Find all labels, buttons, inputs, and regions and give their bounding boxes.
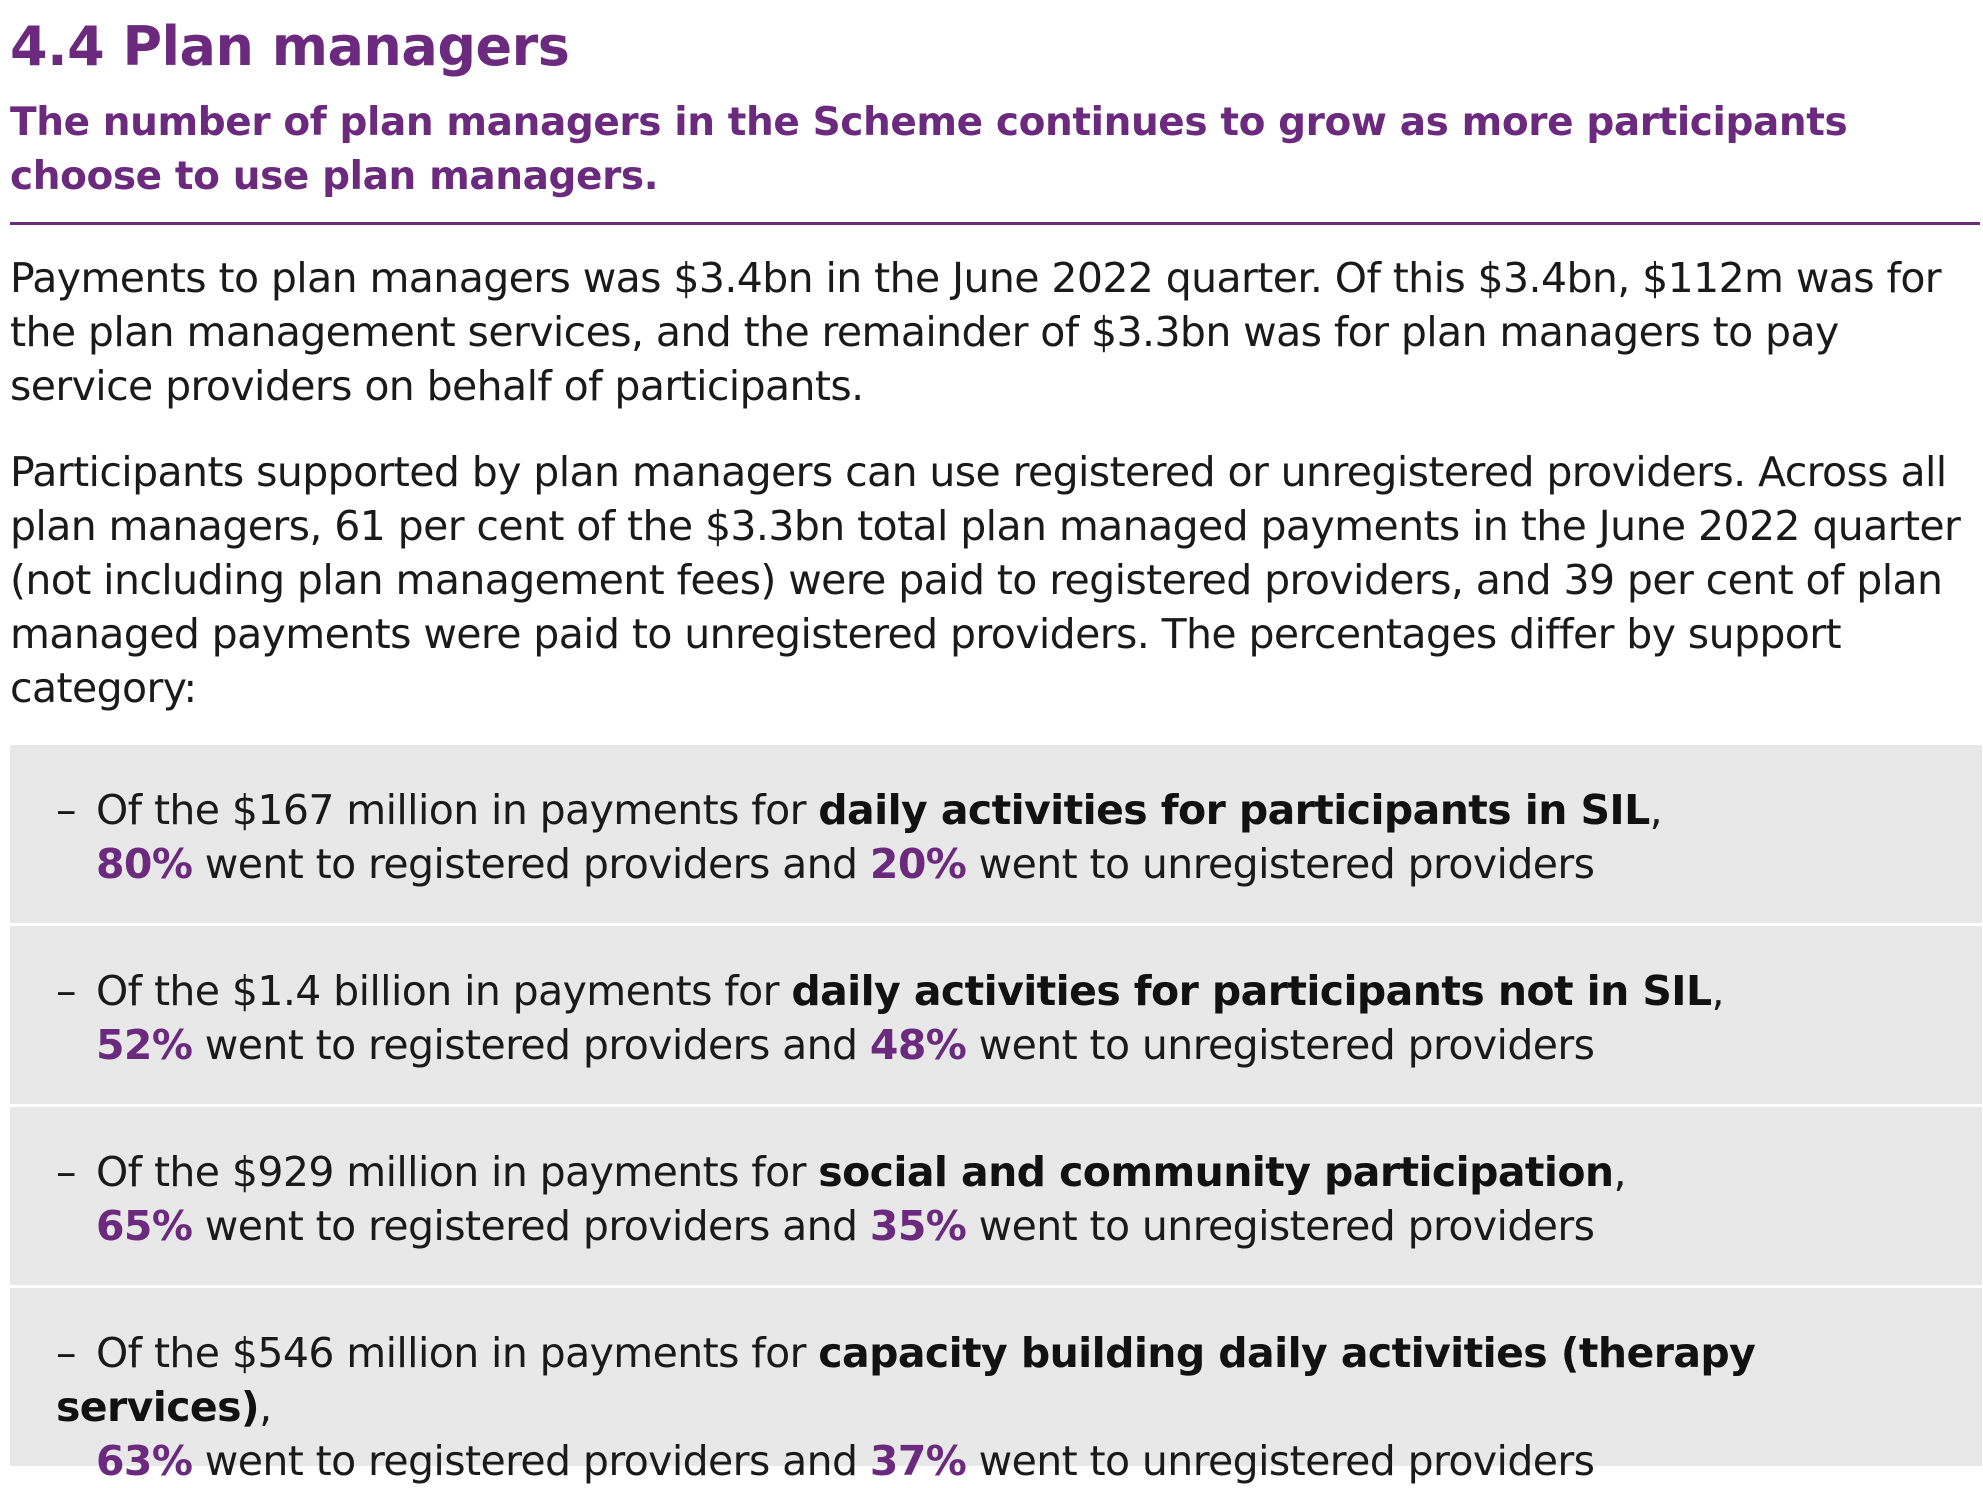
paragraph-providers: Participants supported by plan managers can use registered or unregistered providers. Across all plan managers, 61 per cent of the $3.3bn total plan managed payments in the June 2022 quarter (not including plan management fees) were paid to registered providers, and 39 per cent of plan managed payments were paid to unregistered providers. The percentages differ by support category: (10, 448, 1961, 712)
unregistered-percent: 48% (869, 1021, 967, 1069)
bullet-split-line (56, 1434, 1982, 1488)
support-category: social and community participation (818, 1148, 1614, 1196)
lead-statement: The number of plan managers in the Scheme continues to grow as more participants choose to use plan managers. (10, 96, 1980, 225)
list-item-social-community (10, 1107, 1982, 1285)
paragraph-payments: Payments to plan managers was $3.4bn in the June 2022 quarter. Of this $3.4bn, $112m was for the plan management services, and the remainder of $3.3bn was for plan managers to pay service providers on behalf of participants. (10, 254, 1942, 410)
bullet-suffix: went to unregistered providers (966, 840, 1595, 888)
bullet-comma: , (1613, 1148, 1626, 1196)
bullet-prefix: Of the $167 million in payments for (96, 786, 819, 834)
list-item-not-sil (10, 926, 1982, 1104)
bullet-middle: went to registered providers and (192, 840, 870, 888)
bullet-suffix: went to unregistered providers (966, 1202, 1595, 1250)
bullet-split-line (56, 1199, 1982, 1253)
unregistered-percent: 35% (869, 1202, 967, 1250)
registered-percent: 63% (96, 1437, 193, 1485)
bullet-split-line (56, 1018, 1982, 1072)
bullet-middle: went to registered providers and (192, 1021, 870, 1069)
registered-percent: 65% (96, 1202, 193, 1250)
section-title: 4.4 Plan managers (10, 15, 570, 78)
bullet-prefix: Of the $546 million in payments for (96, 1329, 819, 1377)
bullet-comma: , (1649, 786, 1663, 834)
unregistered-percent: 20% (869, 840, 967, 888)
list-item-sil (10, 745, 1982, 923)
bullet-split-line (56, 837, 1982, 891)
dash-marker: – (56, 967, 76, 1015)
bullet-prefix: Of the $1.4 billion in payments for (96, 967, 792, 1015)
bullet-prefix: Of the $929 million in payments for (96, 1148, 819, 1196)
bullet-suffix: went to unregistered providers (966, 1021, 1595, 1069)
support-category: daily activities for participants in SIL (818, 786, 1650, 834)
dash-marker: – (56, 786, 76, 834)
registered-percent: 80% (96, 840, 193, 888)
bullet-middle: went to registered providers and (192, 1202, 870, 1250)
dash-marker: – (56, 1148, 76, 1196)
bullet-middle: went to registered providers and (192, 1437, 870, 1485)
bullet-comma: , (1711, 967, 1724, 1015)
bullet-suffix: went to unregistered providers (966, 1437, 1595, 1485)
dash-marker: – (56, 1329, 76, 1377)
category-breakdown-list (10, 745, 1982, 1485)
support-category: daily activities for participants not in SIL (791, 967, 1712, 1015)
bullet-comma: , (259, 1383, 272, 1431)
support-category: capacity building daily activities (therapy services) (56, 1329, 1756, 1431)
unregistered-percent: 37% (869, 1437, 967, 1485)
registered-percent: 52% (96, 1021, 193, 1069)
list-item-capacity-building (10, 1288, 1982, 1485)
